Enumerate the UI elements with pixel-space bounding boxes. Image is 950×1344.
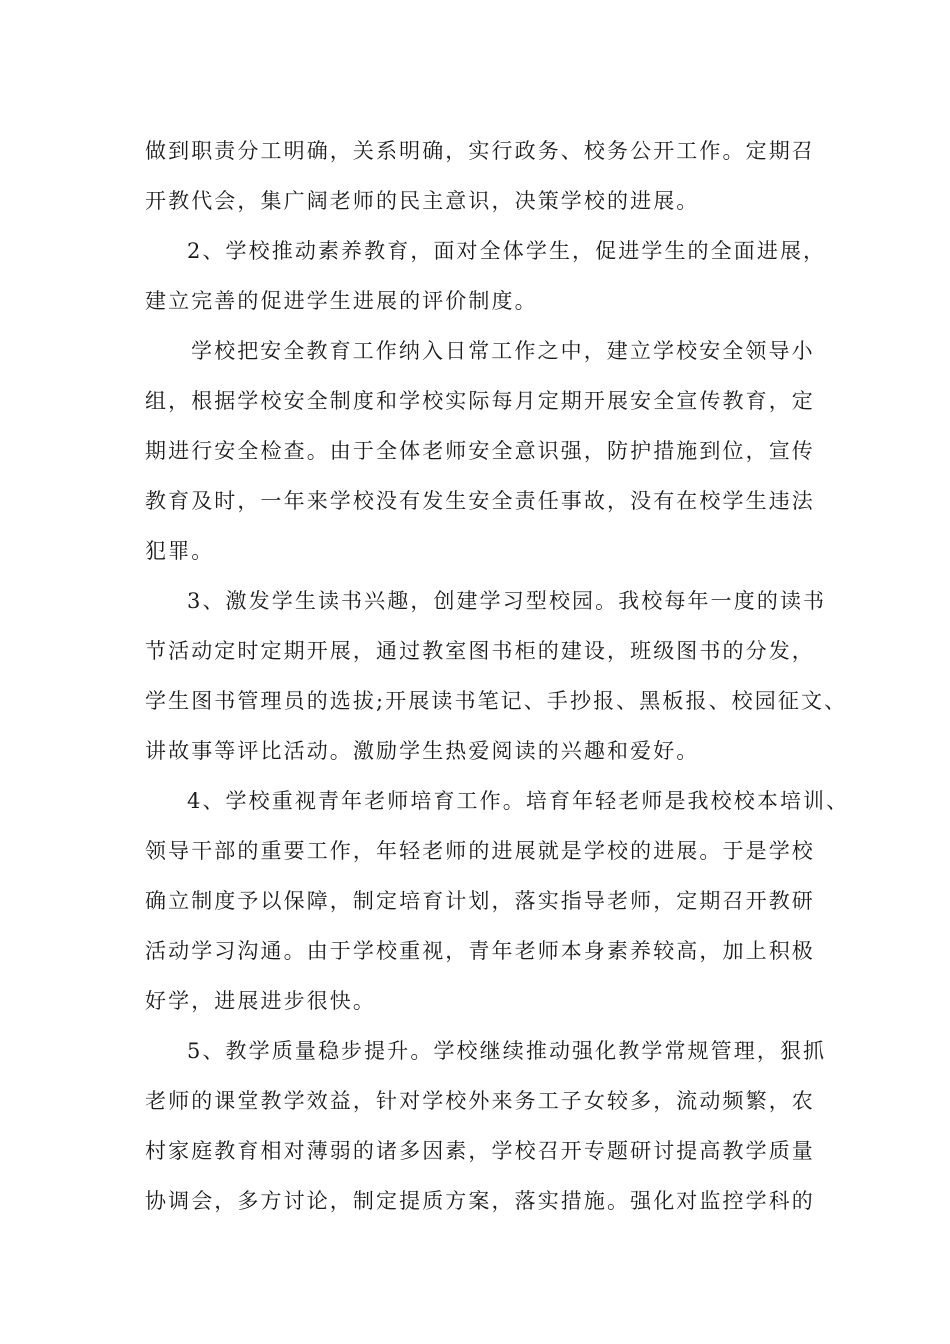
- text-line: 组，根据学校安全制度和学校实际每月定期开展安全宣传教育，定: [145, 389, 815, 413]
- text-line: 5、教学质量稳步提升。学校继续推动强化教学常规管理，狠抓: [187, 1039, 827, 1063]
- text-line: 做到职责分工明确，关系明确，实行政务、校务公开工作。定期召: [145, 139, 815, 163]
- text-line: 领导干部的重要工作，年轻老师的进展就是学校的进展。于是学校: [145, 839, 815, 863]
- text-line: 2、学校推动素养教育，面对全体学生，促进学生的全面进展，: [187, 239, 827, 263]
- text-line: 确立制度予以保障，制定培育计划，落实指导老师，定期召开教研: [145, 889, 815, 913]
- text-line: 协调会，多方讨论，制定提质方案，落实措施。强化对监控学科的: [145, 1189, 815, 1213]
- text-line: 开教代会，集广阔老师的民主意识，决策学校的进展。: [145, 189, 700, 213]
- text-line: 学生图书管理员的选拔;开展读书笔记、手抄报、黑板报、校园征文、: [145, 689, 848, 713]
- text-line: 教育及时，一年来学校没有发生安全责任事故，没有在校学生违法: [145, 489, 815, 513]
- text-line: 活动学习沟通。由于学校重视，青年老师本身素养较高，加上积极: [145, 939, 815, 963]
- text-line: 学校把安全教育工作纳入日常工作之中，建立学校安全领导小: [191, 339, 815, 363]
- text-line: 老师的课堂教学效益，针对学校外来务工子女较多，流动频繁，农: [145, 1089, 815, 1113]
- text-line: 好学，进展进步很快。: [145, 989, 376, 1013]
- text-line: 期进行安全检查。由于全体老师安全意识强，防护措施到位，宣传: [145, 439, 815, 463]
- text-line: 犯罪。: [145, 539, 215, 563]
- text-line: 村家庭教育相对薄弱的诸多因素，学校召开专题研讨提高教学质量: [145, 1139, 815, 1163]
- text-line: 4、学校重视青年老师培育工作。培育年轻老师是我校校本培训、: [187, 789, 850, 813]
- text-line: 讲故事等评比活动。激励学生热爱阅读的兴趣和爱好。: [145, 739, 700, 763]
- text-line: 建立完善的促进学生进展的评价制度。: [145, 289, 538, 313]
- text-line: 3、激发学生读书兴趣，创建学习型校园。我校每年一度的读书: [187, 589, 827, 613]
- text-line: 节活动定时定期开展，通过教室图书柜的建设，班级图书的分发，: [145, 639, 815, 663]
